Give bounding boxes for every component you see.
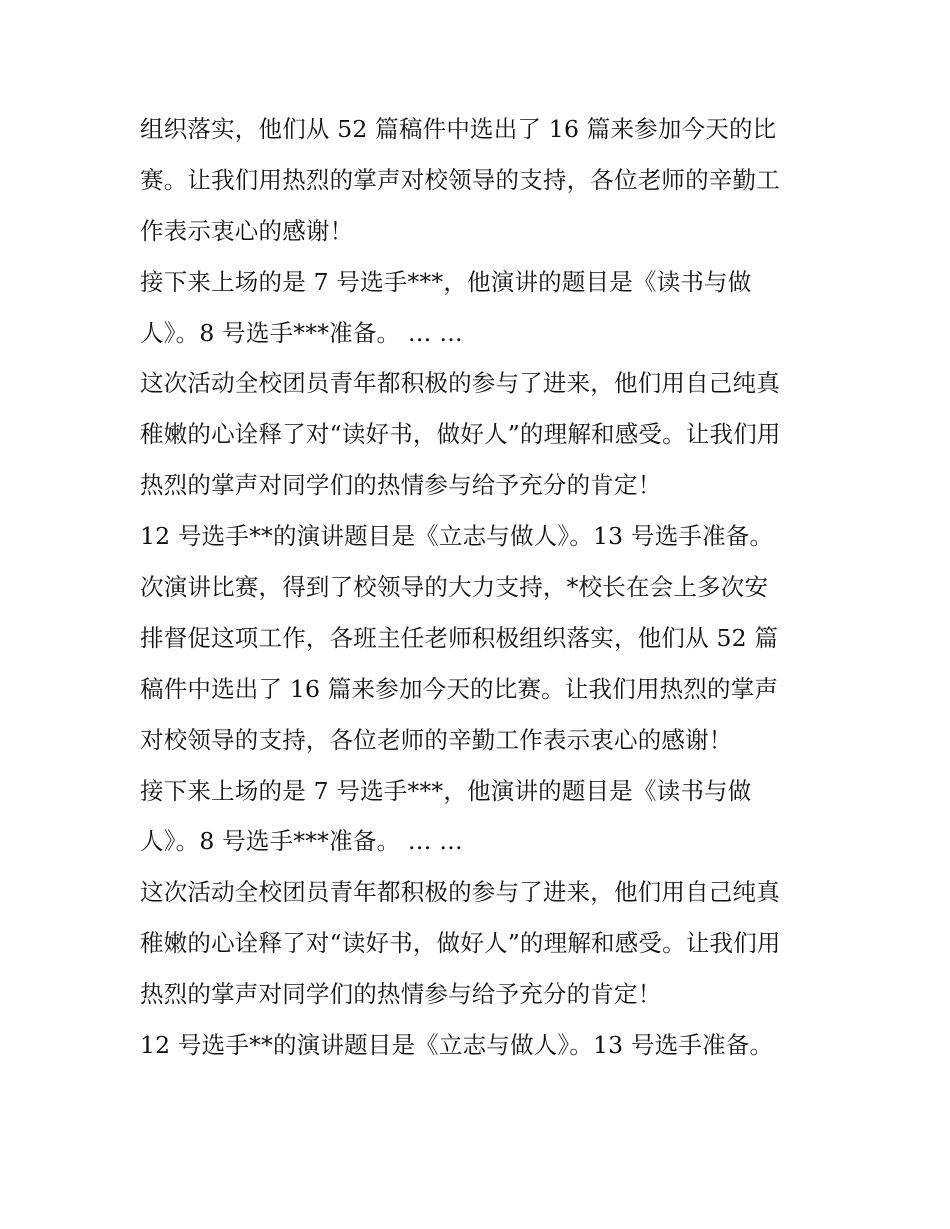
text-line: 人》。8 号选手***准备。 … …: [140, 318, 463, 347]
text-line: 稿件中选出了 16 篇来参加今天的比赛。让我们用热烈的掌声: [140, 674, 779, 703]
text-line: 热烈的掌声对同学们的热情参与给予充分的肯定！: [140, 471, 662, 500]
text-line: 排督促这项工作，各班主任老师积极组织落实，他们从 52 篇: [140, 623, 779, 652]
text-line: 这次活动全校团员青年都积极的参与了进来，他们用自己纯真: [140, 878, 780, 907]
text-line: 这次活动全校团员青年都积极的参与了进来，他们用自己纯真: [140, 369, 780, 398]
text-line: 接下来上场的是 7 号选手***，他演讲的题目是《读书与做: [140, 776, 752, 805]
text-line: 稚嫩的心诠释了对“读好书，做好人”的理解和感受。让我们用: [140, 420, 781, 449]
text-line: 热烈的掌声对同学们的热情参与给予充分的肯定！: [140, 980, 662, 1009]
text-line: 人》。8 号选手***准备。 … …: [140, 827, 463, 856]
text-line: 12 号选手**的演讲题目是《立志与做人》。13 号选手准备。: [140, 1031, 774, 1060]
text-line: 次演讲比赛，得到了校领导的大力支持，*校长在会上多次安: [140, 573, 769, 602]
text-line: 稚嫩的心诠释了对“读好书，做好人”的理解和感受。让我们用: [140, 929, 781, 958]
text-line: 组织落实，他们从 52 篇稿件中选出了 16 篇来参加今天的比: [140, 115, 777, 143]
text-line: 接下来上场的是 7 号选手***，他演讲的题目是《读书与做: [140, 267, 752, 296]
text-line: 12 号选手**的演讲题目是《立志与做人》。13 号选手准备。: [140, 522, 774, 551]
document-body-text: [140, 104, 830, 1071]
text-line: 对校领导的支持，各位老师的辛勤工作表示衷心的感谢！: [140, 725, 733, 754]
text-line: 作表示衷心的感谢！: [140, 216, 354, 245]
text-line: 赛。让我们用热烈的掌声对校领导的支持，各位老师的辛勤工: [140, 165, 780, 194]
